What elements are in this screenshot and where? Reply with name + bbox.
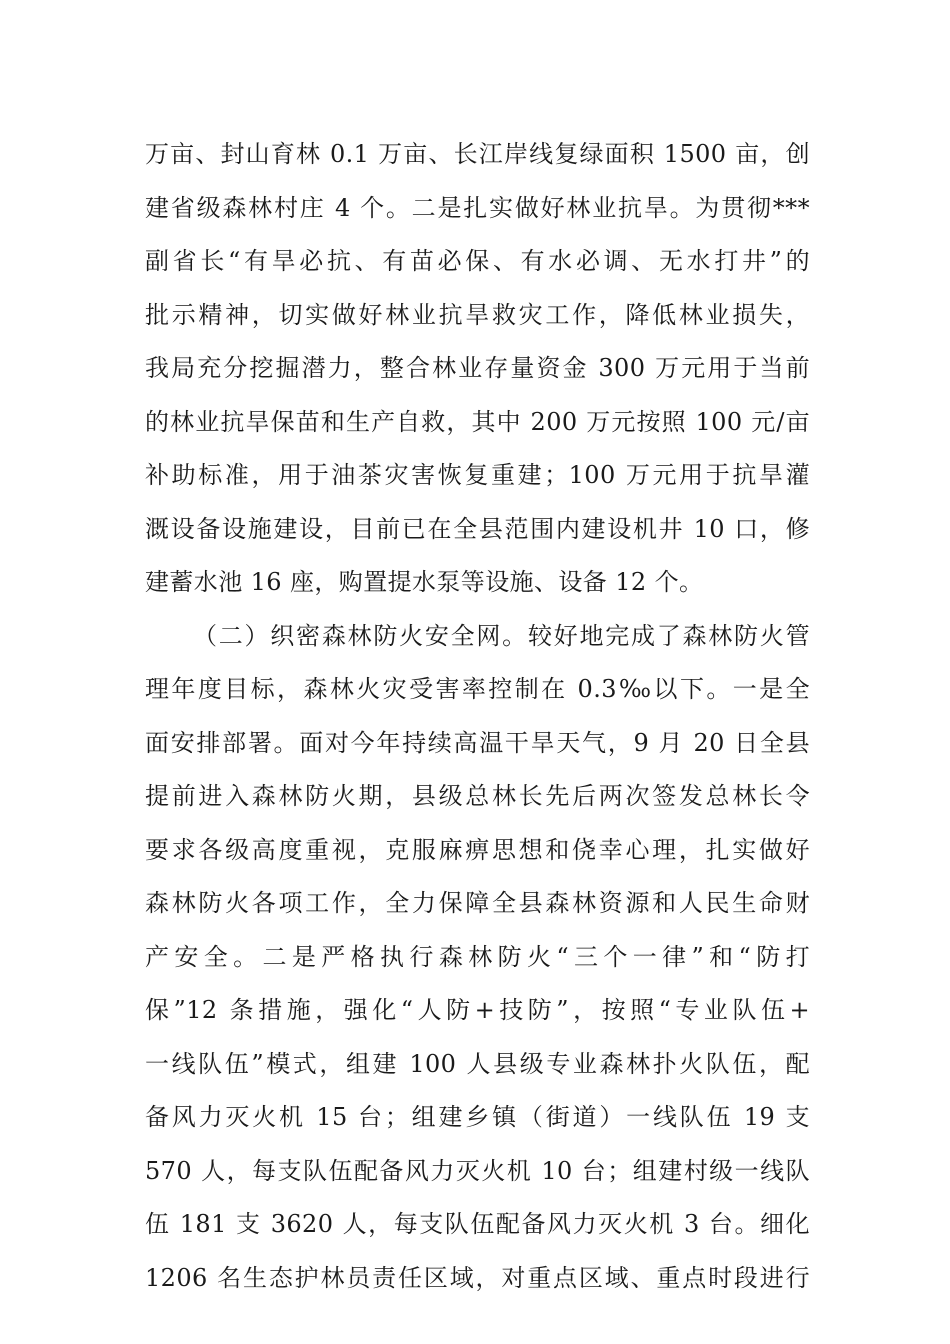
text-line: 伍 181 支 3620 人，每支队伍配备风力灭火机 3 台。细化 <box>145 1210 810 1238</box>
text-line: 备风力灭火机 15 台；组建乡镇（街道）一线队伍 19 支 <box>145 1103 810 1131</box>
text-line: 批示精神，切实做好林业抗旱救灾工作，降低林业损失， <box>145 300 810 329</box>
text-line: 保”12 条措施，强化“人防+技防”，按照“专业队伍+ <box>145 996 810 1024</box>
text-line: 一线队伍”模式，组建 100 人县级专业森林扑火队伍，配 <box>145 1049 810 1078</box>
text-line: 提前进入森林防火期，县级总林长先后两次签发总林长令 <box>145 782 810 810</box>
text-line: 补助标准，用于油茶灾害恢复重建；100 万元用于抗旱灌 <box>145 461 810 489</box>
text-line: 的林业抗旱保苗和生产自救，其中 200 万元按照 100 元/亩 <box>145 407 810 436</box>
body-text <box>145 128 810 1305</box>
text-line: 万亩、封山育林 0.1 万亩、长江岸线复绿面积 1500 亩，创 <box>145 140 810 168</box>
text-line: 副省长“有旱必抗、有苗必保、有水必调、无水打井”的 <box>145 247 810 275</box>
text-line: 要求各级高度重视，克服麻痹思想和侥幸心理，扎实做好 <box>145 835 810 864</box>
section-heading-line: （二）织密森林防火安全网。较好地完成了森林防火管 <box>193 621 810 650</box>
text-line: 面安排部署。面对今年持续高温干旱天气，9 月 20 日全县 <box>145 728 810 757</box>
text-line: 我局充分挖掘潜力，整合林业存量资金 300 万元用于当前 <box>145 354 810 382</box>
text-line: 理年度目标，森林火灾受害率控制在 0.3‰以下。一是全 <box>145 675 810 703</box>
text-line: 1206 名生态护林员责任区域，对重点区域、重点时段进行 <box>145 1263 810 1292</box>
text-line: 溉设备设施建设，目前已在全县范围内建设机井 10 口，修 <box>145 514 810 543</box>
text-line: 570 人，每支队伍配备风力灭火机 10 台；组建村级一线队 <box>145 1156 810 1185</box>
text-line: 建省级森林村庄 4 个。二是扎实做好林业抗旱。为贯彻*** <box>145 193 810 222</box>
text-line: 产安全。二是严格执行森林防火“三个一律”和“防打 <box>145 942 810 971</box>
text-line: 森林防火各项工作，全力保障全县森林资源和人民生命财 <box>145 889 810 917</box>
paragraph-end-line: 建蓄水池 16 座，购置提水泵等设施、设备 12 个。 <box>145 568 704 596</box>
